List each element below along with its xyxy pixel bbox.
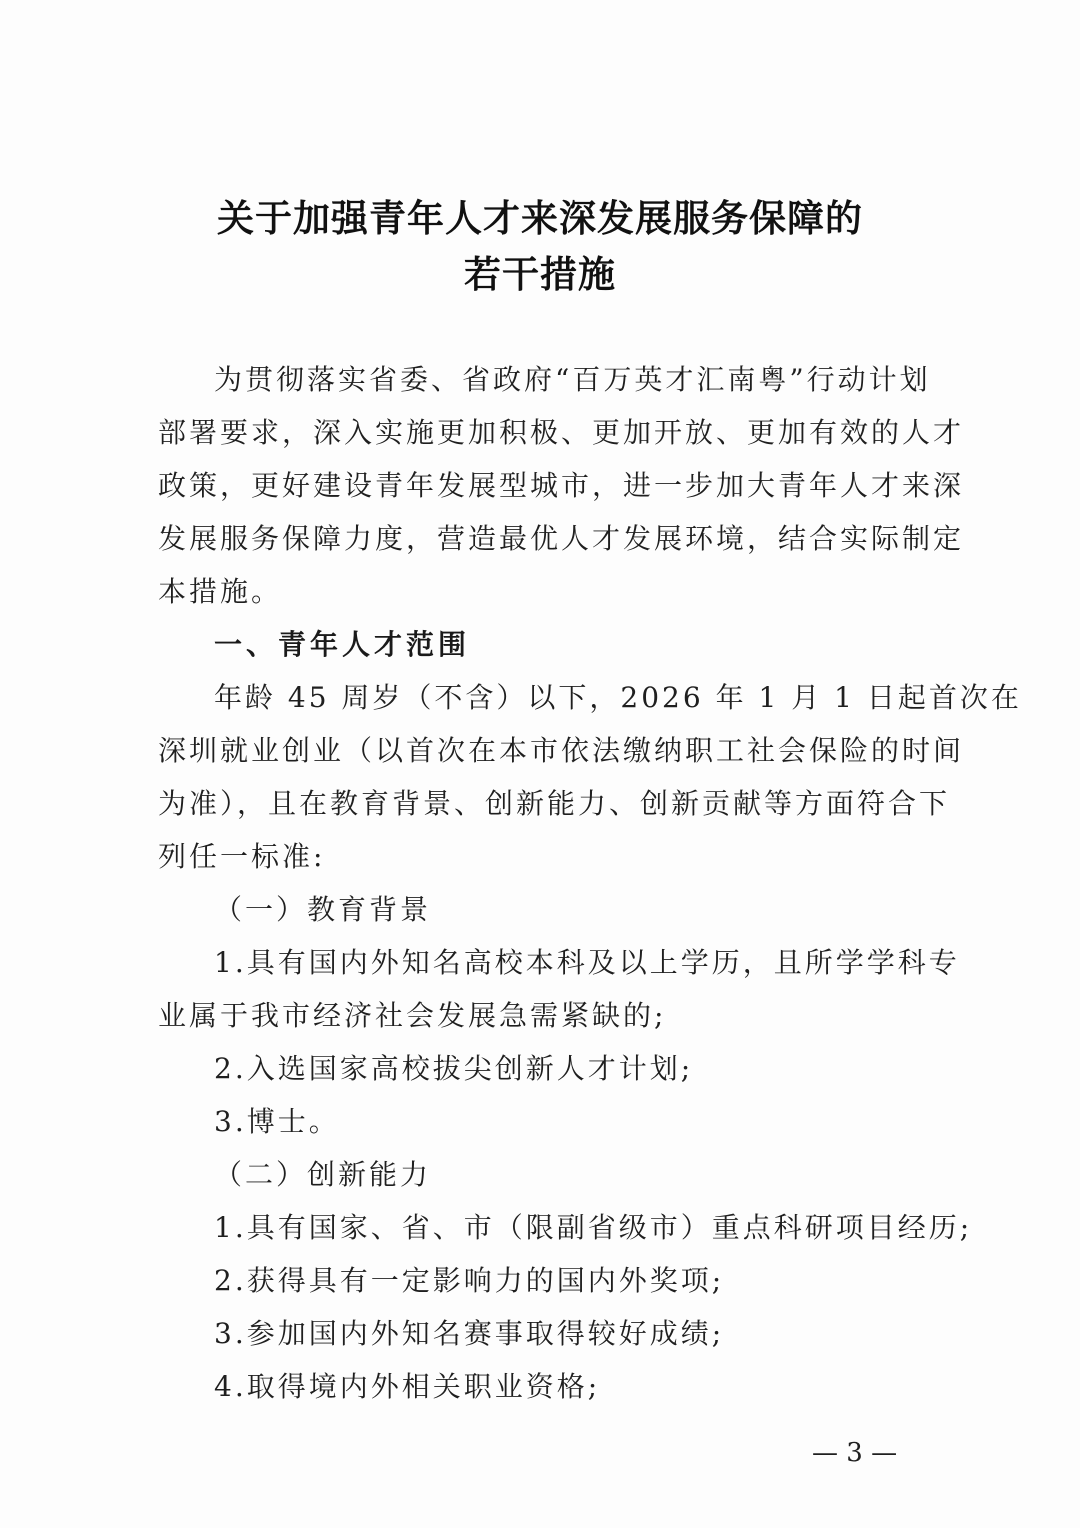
section1-line-3: 为准），且在教育背景、创新能力、创新贡献等方面符合下 — [158, 787, 951, 820]
education-item-1-line-2: 业属于我市经济社会发展急需紧缺的; — [158, 999, 667, 1032]
subsection-heading-innovation-ability: （二）创新能力 — [214, 1158, 432, 1191]
intro-line-5: 本措施。 — [158, 575, 283, 608]
document-title-line-1: 关于加强青年人才来深发展服务保障的 — [217, 196, 863, 240]
innovation-item-3: 3.参加国内外知名赛事取得较好成绩; — [214, 1317, 725, 1350]
section1-line-2: 深圳就业创业（以首次在本市依法缴纳职工社会保险的时间 — [158, 734, 965, 767]
intro-line-2: 部署要求，深入实施更加积极、更加开放、更加有效的人才 — [158, 416, 965, 449]
section-heading-youth-talent-scope: 一、青年人才范围 — [214, 628, 471, 661]
education-item-2: 2.入选国家高校拔尖创新人才计划; — [214, 1052, 694, 1085]
intro-line-3: 政策，更好建设青年发展型城市，进一步加大青年人才来深 — [158, 469, 965, 502]
innovation-item-4: 4.取得境内外相关职业资格; — [214, 1370, 601, 1403]
innovation-item-1: 1.具有国家、省、市（限副省级市）重点科研项目经历; — [214, 1211, 973, 1244]
page-number: — 3 — — [812, 1438, 898, 1468]
section1-line-4: 列任一标准: — [158, 840, 326, 873]
document-title-line-2: 若干措施 — [464, 252, 616, 296]
innovation-item-2: 2.获得具有一定影响力的国内外奖项; — [214, 1264, 725, 1297]
subsection-heading-education: （一）教育背景 — [214, 893, 432, 926]
education-item-3: 3.博士。 — [214, 1105, 340, 1138]
education-item-1-line-1: 1.具有国内外知名高校本科及以上学历，且所学学科专 — [214, 946, 960, 979]
intro-line-4: 发展服务保障力度，营造最优人才发展环境，结合实际制定 — [158, 522, 965, 555]
intro-line-1: 为贯彻落实省委、省政府“百万英才汇南粤”行动计划 — [214, 363, 931, 396]
section1-line-1: 年龄 45 周岁（不含）以下，2026 年 1 月 1 日起首次在 — [214, 681, 1022, 714]
